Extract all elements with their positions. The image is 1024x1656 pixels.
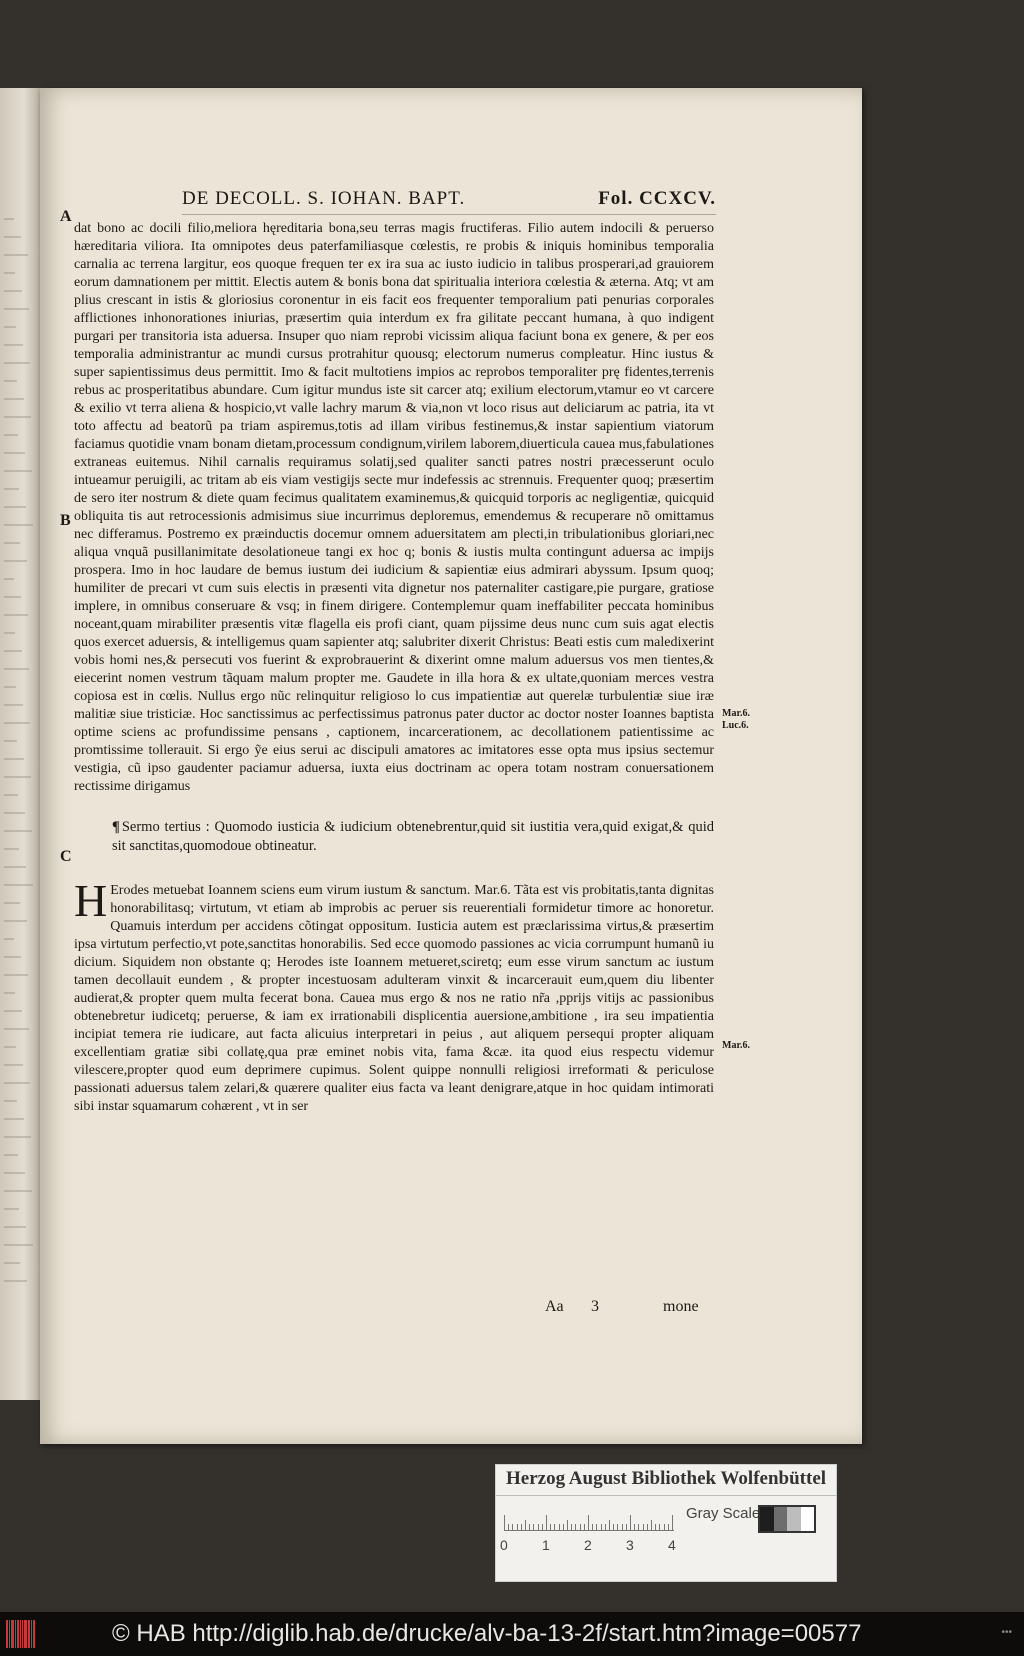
ruler-tick [664,1524,665,1531]
facing-page-trace [4,938,14,940]
running-head-title: DE DECOLL. S. IOHAN. BAPT. [182,188,466,209]
ruler-tick [525,1520,526,1531]
left-page-edge [0,88,40,1400]
facing-page-trace [4,1136,31,1138]
facing-page-trace [4,1082,30,1084]
facing-page-trace [4,1172,25,1174]
facing-page-trace [4,704,23,706]
facing-page-trace [4,1226,26,1228]
facing-page-trace [4,812,25,814]
paragraph-2-text: Erodes metuebat Ioannem sciens eum virum iustum & sanctum. Mar.6. Tãta est vis probitatis,tanta dignitas honorabilitasq; virtutum, vt etiam ab improbis ac peruer sis reuerentiali formidetur timore ac honoretur. Quamuis interdum per accidens cõtingat oppositum. Iusticia autem est præclarissima virtus,& præsertim ipsa virtutum perfectio,vt pote,sanctitas honorabilis. Sed ecce quomodo passiones ac vicia corrumpunt humanũ iu dicium. Siquidem non obstante q; Herodes iste Ioannem metueret,sciretq; eum esse virum sanctum ac iustum tamen decollauit eundem , & propter incestuosam adulteram vinxit & incarcerauit eum,quem diu libenter audierat,& propter quem multa fecerat bona. Cauea mus ergo & nos ne ratio nr̃a ,pprijs vitijs ac passionibus obtenebretur iudicetq; peruerse, & iam ex irrationabili displicentia auersione,ambitione , ira seu impatientia incipiat temera rie iudicare, aut facta alicuius interpretari in peius , aut aliquem persequi propter aliquam excellentiam gratiæ sibi collatę,qua præ eminet nobis vita, fama &cæ. ita quod eius respectu videmur vilescere,propter quod eum deprimere cupimus. Solent quippe nonnulli religiosi irreformati & periculose passionati aduersus talem zelari,& quærere qualiter eius facta va leant denigrare,atque in hoc quidam intimorati sibi instar squamarum cohærent , vt in ser [74,883,714,1114]
gray-scale-label: Gray Scale [686,1505,761,1522]
barcode-bar [11,1620,14,1648]
facing-page-trace [4,848,19,850]
source-link[interactable]: © HAB http://diglib.hab.de/drucke/alv-ba-13-2f/start.htm?image=00577 [112,1620,862,1647]
facing-page-trace [4,722,30,724]
ruler-tick [588,1515,589,1531]
ruler-tick [634,1524,635,1531]
barcode-bar [33,1620,35,1648]
pilcrow-icon: ¶ [112,819,120,835]
ruler-tick [601,1524,602,1531]
ruler-number-1: 1 [542,1537,550,1553]
margin-letter-c: C [60,848,72,865]
facing-page-trace [4,398,24,400]
ruler-tick [592,1524,593,1531]
facing-page-trace [4,1190,32,1192]
ruler-tick [609,1520,610,1531]
sermo-heading [112,818,714,856]
ruler-number-3: 3 [626,1537,634,1553]
ruler-tick [504,1515,505,1531]
ruler-tick [546,1515,547,1531]
scale-card-title: Herzog August Bibliothek Wolfenbüttel [506,1468,827,1489]
running-head-rule [182,214,716,215]
main-text [74,220,714,1116]
facing-page-trace [4,920,27,922]
ruler-tick [512,1524,513,1531]
facing-page-trace [4,1010,22,1012]
facing-page-trace [4,866,26,868]
barcode-bar [20,1620,21,1648]
barcode-bar [31,1620,32,1648]
ruler-tick [571,1524,572,1531]
ruler-tick [517,1524,518,1531]
facing-page-trace [4,488,19,490]
signature-mark: Aa [545,1298,564,1315]
ruler-tick [538,1524,539,1531]
facing-page-trace [4,1280,27,1282]
drop-cap: H [74,875,108,926]
ruler-tick [567,1520,568,1531]
facing-page-trace [4,1154,18,1156]
facing-page-trace [4,650,22,652]
facing-page-trace [4,470,32,472]
ruler-tick [605,1524,606,1531]
sermo-heading-text: Sermo tertius : Quomodo iusticia & iudicium obtenebrentur,quid sit iustitia vera,quid exigat,& quid sit sanctitas,quomodoue obtineatur. [112,819,714,854]
facing-page-trace [4,452,25,454]
barcode-icon [6,1620,46,1648]
facing-page-trace [4,290,22,292]
facing-page-trace [4,776,31,778]
ruler-tick [655,1524,656,1531]
barcode-bar [24,1620,27,1648]
ruler-tick [651,1520,652,1531]
facing-page-trace [4,686,16,688]
facing-page-trace [4,1208,19,1210]
barcode-bar [17,1620,19,1648]
gray-scale-swatch [758,1505,816,1533]
facing-page-trace [4,974,28,976]
ruler-tick [559,1524,560,1531]
facing-page-trace [4,596,21,598]
margin-letter-b: B [60,512,71,529]
ruler-tick [643,1524,644,1531]
ruler-tick [550,1524,551,1531]
facing-page-trace [4,272,15,274]
facing-page-trace [4,218,14,220]
facing-page-trace [4,1262,20,1264]
book-page [40,88,862,1444]
barcode-bar [28,1620,30,1648]
facing-page-trace [4,236,21,238]
ruler-tick [672,1515,673,1531]
scale-card-separator [496,1495,836,1496]
ruler-tick [626,1524,627,1531]
facing-page-trace [4,362,30,364]
margin-note-mar: Mar.6. [722,1040,750,1051]
facing-page-trace [4,992,15,994]
ruler-tick [630,1515,631,1531]
ruler-tick [647,1524,648,1531]
ruler-tick [596,1524,597,1531]
ruler-tick [638,1524,639,1531]
facing-page-trace [4,1118,24,1120]
facing-page-trace [4,884,33,886]
barcode-bar [6,1620,8,1648]
folio-number: Fol. CCXCV. [598,188,716,209]
barcode-bar [9,1620,10,1648]
gray-scale-card [495,1464,837,1582]
gray-step-1 [760,1507,774,1531]
facing-page-trace [4,524,33,526]
facing-page-trace [4,632,15,634]
facing-page-trace [4,1244,33,1246]
facing-page-trace [4,308,29,310]
gray-step-3 [787,1507,801,1531]
facing-page-trace [4,560,27,562]
facing-page-trace [4,830,32,832]
gray-step-4 [801,1507,815,1531]
ruler-tick [659,1524,660,1531]
centimeter-ruler [500,1501,676,1553]
gray-step-2 [774,1507,788,1531]
facing-page-trace [4,416,31,418]
margin-note-mar-luc: Mar.6. Luc.6. [722,708,750,731]
facing-page-trace [4,956,21,958]
ruler-tick [533,1524,534,1531]
footer-dots: ••• [1001,1627,1012,1638]
facing-page-trace [4,740,17,742]
margin-letter-a: A [60,208,72,225]
facing-page-trace [4,758,24,760]
footer-bar [0,1612,1024,1656]
facing-page-trace [4,254,28,256]
ruler-tick [563,1524,564,1531]
barcode-bar [15,1620,16,1648]
facing-page-trace [4,542,20,544]
facing-page-trace [4,344,23,346]
facing-page-trace [4,434,18,436]
ruler-tick [529,1524,530,1531]
facing-page-trace [4,1046,16,1048]
barcode-bar [22,1620,23,1648]
facing-page-trace [4,1100,17,1102]
ruler-tick [580,1524,581,1531]
ruler-tick [617,1524,618,1531]
ruler-tick [613,1524,614,1531]
facing-page-trace [4,794,18,796]
facing-page-trace [4,614,28,616]
ruler-number-0: 0 [500,1537,508,1553]
facing-page-trace [4,380,17,382]
paragraph-1: dat bono ac docili filio,meliora hęreditaria bona,seu terras magis fructiferas. Filio autem indocili & peruerso hæreditaria viliora. Ita omnipotes deus paterfamiliasque cœlestis, re probis & iniquis hominibus temporalia carnalia ac terrena largitur, eos quoque frequen ter ex ira sua ac iusto iudicio in talibus prosperari,ad grauiorem eorum damnationem per mittit. Electis autem & bonis bona dat spiritualia interiora cœlestia & æterna. Atq; vt am plius crescant in istis & gloriosius coronentur in eis facit eos frequenter temporalium pati penurias corporales afflictiones inhonorationes iniurias, præsertim quia interdum ex fra gilitate peccant humana, à quo indigent purgari per transitoria ista aduersa. Insuper quo niam reprobi vicissim aliqua faciunt bona ex genere, & per eos temporalia administrantur ac mundi cursus protrahitur quousq; electorum numerus compleatur. Hinc iustus & super sapientissimus deus permittit. Imo & facit multotiens impios ac reprobos temporaliter prę fidentes,terrenis rebus ac prosperitatibus abundare. Cum igitur mundus iste sit carcer atq; exilium electorum,vtamur eo vt carcere & exilio vt terra aliena & hospicio,vt valle lachry marum & via,non vt loco risus aut deliciarum ac patria, ita vt toto affectu ad beatorũ pa triam aspiremus,totis ad illam viribus festinemus,& instar sapientium viatorum faciamus quotidie vnam bonam dietam,processum condignum,virilem laborem,diuerticula cauea mus,fabulationes extraneas euitemus. Nihil carnalis requiramus solatij,sed qualiter sancti patres nostri præcesserunt oculo intueamur peruigili, ac tritam ab eis viam vestigijs secte mur indefessis ac strennuis. Frequenter quoq; præsertim de sero iter nostrum & diete quam fecimus qualitatem examinemus,& quicquid torporis ac negligentiæ, quicquid obliquita tis aut retrocessionis admisimus siue incurrimus deploremus, emendemus & recuperare nõ omittamus nec differamus. Postremo ex præinductis docemur omnem aduersitatem am plecti,in tribulationibus gloriari,nec aliqua vnquã pusillanimitate desolationeue tangi ex hoc q; bonis & iustis multa contingunt aduersa ac impijs prospera. Imo in hoc laudare de bemus iustum dei iudicium & sapientiæ eius admirari abyssum. Ipsum quoq; humiliter de precari vt cum suis electis in præsenti vita dignetur nos paternaliter castigare,pie purgare, gratiose implere, in omnibus conseruare & vsq; in finem dirigere. Contemplemur quam ineffabiliter peccata hominibus noceant,quam mirabiliter præsentis vitæ flagella eis profi ciant, quam pijssime deus nunc cum suis agat electis quos exercet aduersis, & intelligemus quam sapienter atq; salubriter dixerit Christus: Beati estis cum maledixerint vobis homi nes,& persecuti vos fuerint & exprobrauerint & dixerint omne malum aduersus vos men tientes,& eiecerint nomen vestrum tãquam malum propter me. Gaudete in illa hora & ex ultate,quoniam merces vestra copiosa est in cœlis. Nullus ergo nũc relinquitur religioso lo cus impatientiæ aut querelæ turbulentiæ siue iræ malitiæ siue tristiciæ. Hoc sanctissimus ac perfectissimus patronus pater ductor ac doctor noster Ioannes baptista optime sciens ac profundissime pensans , captionem, incarcerationem, ac decollationem patientissime ac promtissime tollerauit. Si ergo ỹe eius serui ac discipuli amatores ac imitatores esse opta mus ipsius sectemur vestigia, cũ ipso gaudenter paciamur aduersa, iuxta eius doctrinam ac opera totam nostram conuersationem rectissime dirigamus [74,221,714,794]
facing-page-trace [4,1028,29,1030]
ruler-number-4: 4 [668,1537,676,1553]
ruler-tick [508,1524,509,1531]
ruler-tick [521,1524,522,1531]
ruler-tick [668,1524,669,1531]
ruler-tick [554,1524,555,1531]
ruler-tick [622,1524,623,1531]
paragraph-2 [74,875,714,1116]
facing-page-trace [4,1064,23,1066]
facing-page-trace [4,668,29,670]
ruler-tick [584,1524,585,1531]
catchword: mone [663,1298,699,1315]
facing-page-trace [4,506,26,508]
facing-page-trace [4,902,20,904]
signature-number: 3 [591,1298,599,1315]
facing-page-trace [4,578,14,580]
ruler-number-2: 2 [584,1537,592,1553]
facing-page-trace [4,326,16,328]
running-head [182,188,716,216]
ruler-tick [575,1524,576,1531]
ruler-tick [542,1524,543,1531]
